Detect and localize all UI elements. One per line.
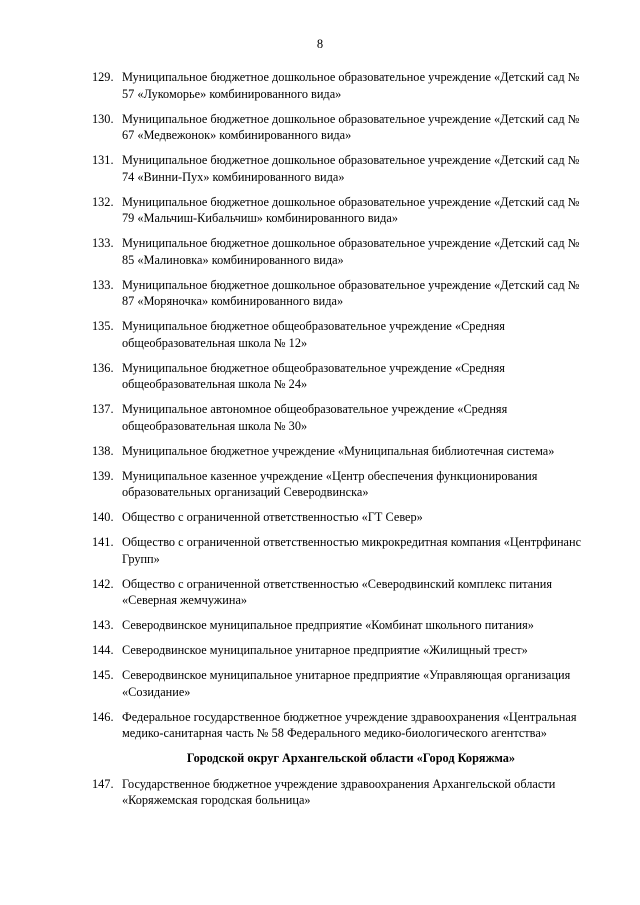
item-number: 129. bbox=[92, 70, 114, 84]
item-text: Муниципальное бюджетное дошкольное образовательное учреждение «Детский сад № 57 «Лукоморье» комбинированного вида» bbox=[122, 70, 580, 101]
section-heading: Городской округ Архангельской области «Город Коряжма» bbox=[186, 751, 516, 765]
item-text: Муниципальное бюджетное дошкольное образовательное учреждение «Детский сад № 79 «Мальчиш-Кибальчиш» комбинированного вида» bbox=[122, 194, 580, 225]
item-number: 146. bbox=[92, 709, 114, 724]
list-item bbox=[92, 468, 592, 501]
list-item bbox=[92, 235, 592, 268]
item-number: 137. bbox=[92, 402, 114, 416]
list-item bbox=[92, 360, 592, 393]
item-text: Муниципальное бюджетное общеобразовательное учреждение «Средняя общеобразовательная школа № 24» bbox=[122, 360, 505, 391]
list-item bbox=[92, 534, 592, 567]
list-group-b bbox=[92, 776, 592, 809]
item-number: 131. bbox=[92, 153, 114, 167]
organization-list bbox=[92, 69, 592, 817]
item-number: 136. bbox=[92, 360, 114, 375]
list-item bbox=[92, 667, 592, 700]
list-item bbox=[92, 194, 592, 227]
item-number: 140. bbox=[92, 510, 114, 524]
list-item bbox=[92, 776, 592, 809]
item-text: Муниципальное бюджетное учреждение «Муниципальная библиотечная система» bbox=[122, 443, 555, 458]
list-item bbox=[92, 401, 592, 434]
item-text: Северодвинское муниципальное унитарное предприятие «Управляющая организация «Созидание» bbox=[122, 668, 571, 699]
item-number: 139. bbox=[92, 468, 114, 483]
list-item bbox=[92, 709, 592, 742]
list-item bbox=[92, 69, 592, 102]
item-number: 141. bbox=[92, 535, 114, 549]
item-text: Муниципальное бюджетное дошкольное образовательное учреждение «Детский сад № 87 «Моряночка» комбинированного вида» bbox=[122, 277, 580, 308]
item-text: Федеральное государственное бюджетное учреждение здравоохранения «Центральная медико-санитарная часть № 58 Федерального медико-биологического агентства» bbox=[122, 709, 577, 740]
list-item bbox=[92, 277, 592, 310]
item-text: Общество с ограниченной ответственностью микрокредитная компания «Центрфинанс Групп» bbox=[122, 535, 582, 566]
list-item bbox=[92, 509, 592, 526]
item-number: 138. bbox=[92, 443, 114, 458]
list-item bbox=[92, 576, 592, 609]
item-text: Северодвинское муниципальное унитарное предприятие «Жилищный трест» bbox=[122, 643, 528, 657]
item-number: 147. bbox=[92, 776, 114, 791]
item-text: Муниципальное казенное учреждение «Центр обеспечения функционирования образовательных организаций Северодвинска» bbox=[122, 468, 538, 499]
item-text: Муниципальное бюджетное общеобразовательное учреждение «Средняя общеобразовательная школа № 12» bbox=[122, 319, 505, 350]
item-text: Общество с ограниченной ответственностью «Северодвинский комплекс питания «Северная жемчужина» bbox=[122, 576, 553, 607]
list-item bbox=[92, 318, 592, 351]
item-text: Муниципальное автономное общеобразовательное учреждение «Средняя общеобразовательная школа № 30» bbox=[122, 402, 508, 433]
list-group-a bbox=[92, 69, 592, 742]
item-number: 133. bbox=[92, 236, 114, 250]
list-item bbox=[92, 642, 592, 659]
item-text: Государственное бюджетное учреждение здравоохранения Архангельской области «Коряжемская городская больница» bbox=[122, 776, 556, 807]
item-number: 130. bbox=[92, 111, 114, 126]
item-text: Муниципальное бюджетное дошкольное образовательное учреждение «Детский сад № 74 «Винни-Пух» комбинированного вида» bbox=[122, 153, 580, 184]
list-item bbox=[92, 617, 592, 634]
item-number: 143. bbox=[92, 618, 114, 632]
item-text: Муниципальное бюджетное дошкольное образовательное учреждение «Детский сад № 67 «Медвежонок» комбинированного вида» bbox=[122, 111, 580, 142]
item-number: 145. bbox=[92, 668, 114, 682]
item-number: 132. bbox=[92, 194, 114, 209]
item-text: Северодвинское муниципальное предприятие «Комбинат школьного питания» bbox=[122, 618, 534, 632]
item-number: 133. bbox=[92, 277, 114, 292]
page-number: 8 bbox=[316, 37, 324, 51]
item-number: 144. bbox=[92, 643, 114, 657]
item-number: 135. bbox=[92, 319, 114, 333]
item-number: 142. bbox=[92, 576, 114, 591]
item-text: Общество с ограниченной ответственностью «ГТ Север» bbox=[122, 510, 423, 524]
list-item bbox=[92, 111, 592, 144]
list-item bbox=[92, 443, 592, 460]
list-item bbox=[92, 152, 592, 185]
item-text: Муниципальное бюджетное дошкольное образовательное учреждение «Детский сад № 85 «Малиновка» комбинированного вида» bbox=[122, 236, 580, 267]
